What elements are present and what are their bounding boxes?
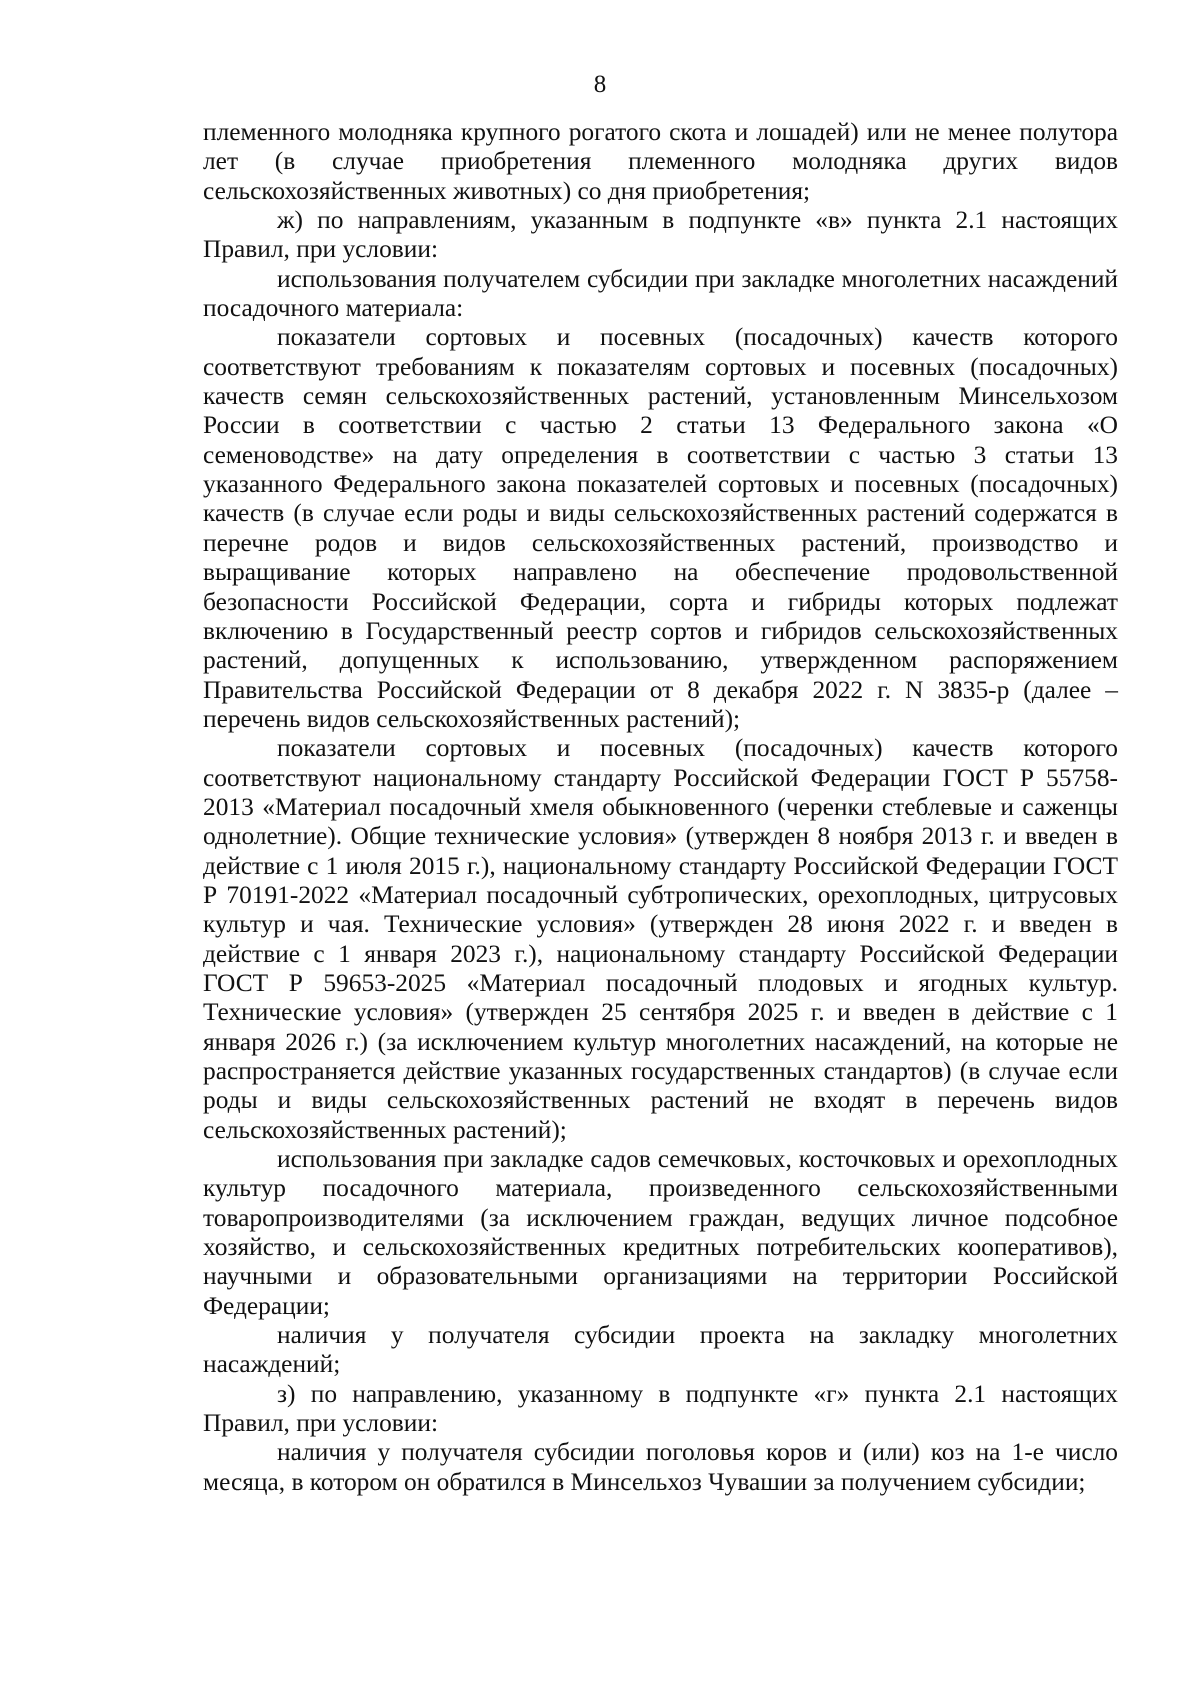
paragraph: наличия у получателя субсидии проекта на закладку многолетних насаждений; (203, 1321, 1118, 1379)
document-body (203, 118, 1118, 1497)
paragraph: использования получателем субсидии при закладке многолетних насаждений посадочного материала: (203, 264, 1118, 323)
paragraph: племенного молодняка крупного рогатого скота и лошадей) или не менее полутора лет (в случае приобретения племенного молодняка других видов сельскохозяйственных животных) со дня приобретения; (203, 118, 1118, 205)
page-number: 8 (593, 71, 607, 98)
paragraph: наличия у получателя субсидии поголовья коров и (или) коз на 1-е число месяца, в котором он обратился в Минсельхоз Чувашии за получением субсидии; (203, 1438, 1118, 1496)
paragraph: з) по направлению, указанному в подпункте «г» пункта 2.1 настоящих Правил, при условии: (203, 1379, 1118, 1438)
paragraph: показатели сортовых и посевных (посадочных) качеств которого соответствуют национальному стандарту Российской Федерации ГОСТ Р 55758-2013 «Материал посадочный хмеля обыкновенного (черенки стеблевые и саженцы однолетние). Общие технические условия» (утвержден 8 ноября 2013 г. и введен в действие с 1 июля 2015 г.), национальному стандарту Российской Федерации ГОСТ Р 70191-2022 «Материал посадочный субтропических, орехоплодных, цитрусовых культур и чая. Технические условия» (утвержден 28 июня 2022 г. и введен в действие с 1 января 2023 г.), национальному стандарту Российской Федерации ГОСТ Р 59653-2025 «Материал посадочный плодовых и ягодных культур. Технические условия» (утвержден 25 сентября 2025 г. и введен в действие с 1 января 2026 г.) (за исключением культур многолетних насаждений, на которые не распространяется действие указанных государственных стандартов) (в случае если роды и виды сельскохозяйственных растений не входят в перечень видов сельскохозяйственных растений); (203, 734, 1118, 1144)
paragraph: ж) по направлениям, указанным в подпункте «в» пункта 2.1 настоящих Правил, при условии: (203, 206, 1118, 264)
paragraph: показатели сортовых и посевных (посадочных) качеств которого соответствуют требованиям к показателям сортовых и посевных (посадочных) качеств семян сельскохозяйственных растений, установленным Минсельхозом России в соответствии с частью 2 статьи 13 Федерального закона «О семеноводстве» на дату определения в соответствии с частью 3 статьи 13 указанного Федерального закона показателей сортовых и посевных (посадочных) качеств (в случае если роды и виды сельскохозяйственных растений содержатся в перечне родов и видов сельскохозяйственных растений, производство и выращивание которых направлено на обеспечение продовольственной безопасности Российской Федерации, сорта и гибриды которых подлежат включению в Государственный реестр сортов и гибридов сельскохозяйственных растений, допущенных к использованию, утвержденном распоряжением Правительства Российской Федерации от 8 декабря 2022 г. N 3835-р (далее – перечень видов сельскохозяйственных растений); (203, 323, 1118, 733)
paragraph: использования при закладке садов семечковых, косточковых и орехоплодных культур посадочного материала, произведенного сельскохозяйственными товаропроизводителями (за исключением граждан, ведущих личное подсобное хозяйство, и сельскохозяйственных кредитных потребительских кооперативов), научными и образовательными организациями на территории Российской Федерации; (203, 1145, 1118, 1320)
